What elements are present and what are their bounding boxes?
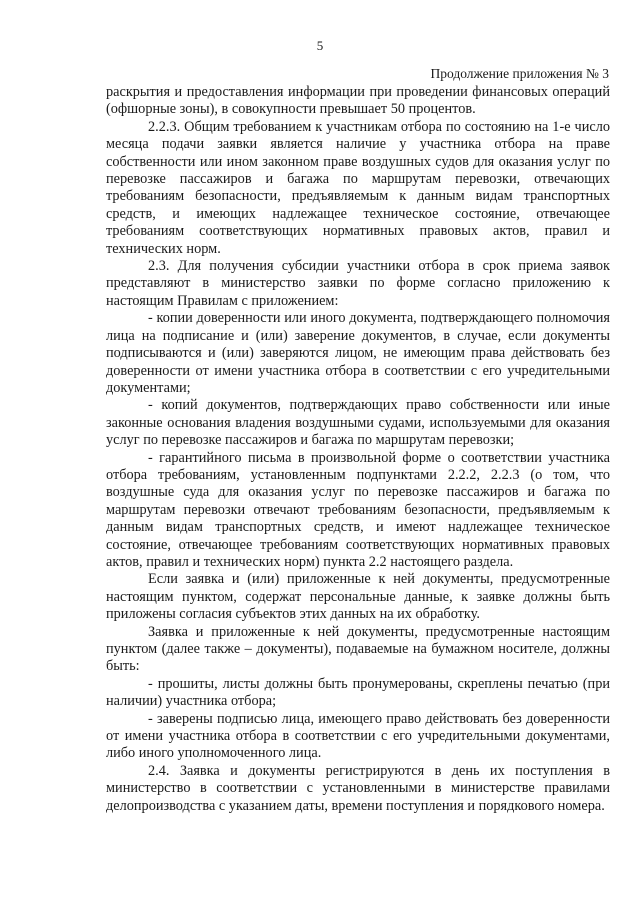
paragraph: - копий документов, подтверждающих право собственности или иные законные основания владения воздушными судами, используемыми для оказания услуг по перевозке пассажиров и багажа по маршрутам перевозки;: [106, 397, 610, 449]
paragraph: Заявка и приложенные к ней документы, предусмотренные настоящим пунктом (далее также – документы), подаваемые на бумажном носителе, должны быть:: [106, 623, 610, 675]
paragraph: 2.2.3. Общим требованием к участникам отбора по состоянию на 1-е число месяца подачи заявки является наличие у участника отбора на праве собственности или ином законном праве воздушных судов для оказания услуг по перевозке пассажиров и багажа по маршрутам перевозки, отвечающих требованиям безопасности, предъявляемым к данным видам транспортных средств, и имеющих надлежащее техническое состояние, отвечающее требованиям соответствующих нормативных правовых актов, правил и технических норм.: [106, 118, 610, 257]
document-body: [106, 84, 610, 815]
paragraph: - гарантийного письма в произвольной форме о соответствии участника отбора требованиям, установленным подпунктами 2.2.2, 2.2.3 (о том, что воздушные суда для оказания услуг по перевозке пассажиров и багажа по маршрутам перевозки отвечают требованиям безопасности, предъявляемым к данным видам транспортных средств, и имеют надлежащее техническое состояние, отвечающее требованиям соответствующих нормативных правовых актов, правил и технических норм) пункта 2.2 настоящего раздела.: [106, 449, 610, 570]
paragraph: - заверены подписью лица, имеющего право действовать без доверенности от имени участника отбора в соответствии с его учредительными документами, либо иного уполномоченного лица.: [106, 710, 610, 762]
paragraph: - копии доверенности или иного документа, подтверждающего полномочия лица на подписание и (или) заверение документов, в случае, если документы подписываются и (или) заверяются лицом, не имеющим права действовать без доверенности от имени участника отбора в соответствии с его учредительными документами;: [106, 310, 610, 396]
appendix-continuation-label: Продолжение приложения № 3: [430, 66, 609, 81]
paragraph: 2.3. Для получения субсидии участники отбора в срок приема заявок представляют в министерство заявки по форме согласно приложению к настоящим Правилам с приложением:: [106, 258, 610, 309]
paragraph: раскрытия и предоставления информации при проведении финансовых операций (офшорные зоны), в совокупности превышает 50 процентов.: [106, 84, 610, 118]
page-number: 5: [316, 38, 324, 53]
paragraph: Если заявка и (или) приложенные к ней документы, предусмотренные настоящим пунктом, содержат персональные данные, к заявке должны быть приложены согласия субъектов этих данных на их обработку.: [106, 571, 610, 623]
paragraph: 2.4. Заявка и документы регистрируются в день их поступления в министерство в соответствии с установленными в министерстве правилами делопроизводства с указанием даты, времени поступления и порядкового номера.: [106, 762, 610, 814]
paragraph: - прошиты, листы должны быть пронумерованы, скреплены печатью (при наличии) участника отбора;: [106, 675, 610, 710]
